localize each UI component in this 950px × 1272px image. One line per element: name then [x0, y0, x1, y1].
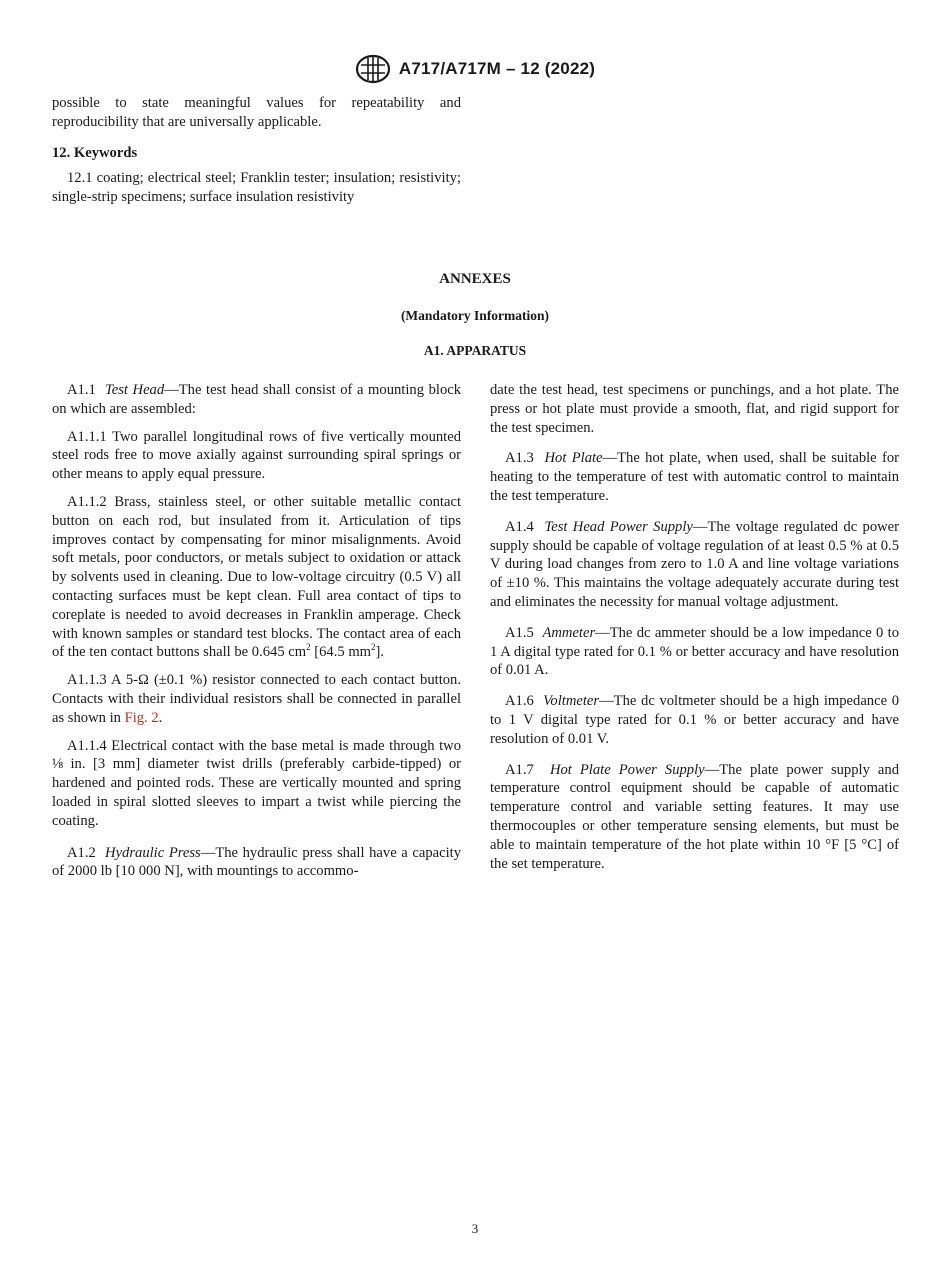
annexes-subtitle: (Mandatory Information) [400, 308, 550, 323]
astm-logo-icon [355, 54, 391, 84]
para-a1-1: A1.1 Test Head—The test head shall consist of a mounting block on which are assembled: [52, 382, 462, 417]
para-a1-6: A1.6 Voltmeter—The dc voltmeter should be a high impedance 0 to 1 V digital type rated for 0.1 % or better accuracy and have resolution of 0.01 V. [490, 693, 900, 747]
para-a1-2: A1.2 Hydraulic Press—The hydraulic press shall have a capacity of 2000 lb [10 000 N], with mountings to accommo- [52, 844, 461, 880]
annexes-title: ANNEXES [439, 271, 511, 287]
keywords-heading: 12. Keywords [52, 144, 138, 161]
right-column [490, 381, 899, 873]
para-a1-1-1: A1.1.1 Two parallel longitudinal rows of five vertically mounted steel rods free to move axially against surrounding spiral springs or other means to apply equal pressure. [52, 428, 461, 483]
fig-2-link[interactable]: Fig. 2 [124, 709, 159, 726]
para-a1-2-continued: date the test head, test specimens or punchings, and a hot plate. The press or hot plate must provide a smooth, flat, and rigid support for the test specimen. [490, 382, 899, 436]
section-heading-apparatus: A1. APPARATUS [423, 343, 527, 358]
top-left-column [52, 94, 461, 207]
page-number: 3 [471, 1221, 479, 1236]
keywords-text: 12.1 coating; electrical steel; Franklin tester; insulation; resistivity; single-strip specimens; surface insulation resistivity [52, 170, 461, 206]
continued-paragraph: possible to state meaningful values for repeatability and reproducibility that are universally applicable. [52, 95, 461, 130]
standard-designation: A717/A717M – 12 (2022) [398, 58, 596, 78]
para-a1-3: A1.3 Hot Plate—The hot plate, when used, shall be suitable for heating to the temperature of test with automatic control to maintain the test temperature. [490, 450, 900, 504]
para-a1-5: A1.5 Ammeter—The dc ammeter should be a low impedance 0 to 1 A digital type rated for 0.1 % or better accuracy and have resolution of 0.01 A. [490, 624, 899, 679]
para-a1-7: A1.7 Hot Plate Power Supply—The plate power supply and temperature control equipment should be capable of automatic temperature control and variable setting features. It may use thermocouples or other temperature sensing elements, but must be able to maintain temperature of the hot plate within 10 °F [5 °C] of the set temperature. [490, 761, 900, 872]
para-a1-1-2: A1.1.2 Brass, stainless steel, or other suitable metallic contact button on each rod, but insulated from it. Articulation of tips improves contact by compensating for minor misalignments. Avoid soft metals, poor conductors, or metals subject to oxidation or attack by solvents used in cleaning. Due to low-voltage circuitry (0.5 V) all contacting surfaces must be kept clean. Full area contact of tips to coreplate is needed to avoid decreases in Franklin amperage. Check with known samples or standard test blocks. The contact area of each of the ten contact buttons shall be 0.645 $cm^2$ [64.5 $mm^2$]. [52, 493, 461, 661]
left-column [52, 381, 461, 881]
page-header [0, 54, 950, 84]
para-a1-1-3: A1.1.3 A 5-Ω (±0.1 %) resistor connected to each contact button. Contacts with their individual resistors shall be connected in parallel as shown in Fig. 2. [52, 672, 461, 726]
para-a1-1-4: A1.1.4 Electrical contact with the base metal is made through two ⅛ in. [3 mm] diameter twist drills (preferably carbide-tipped) or hardened and pointed rods. These are vertically mounted and spring loaded in spiral slotted sleeves to impart a twist while piercing the coating. [52, 737, 461, 829]
para-a1-4: A1.4 Test Head Power Supply—The voltage regulated dc power supply should be capable of voltage regulation of at least 0.5 % at 0.5 V during load changes from zero to 1.0 A and line voltage variations of ±10 %. This maintains the voltage adequately accurate during test and eliminates the necessity for manual voltage adjustment. [490, 518, 899, 610]
